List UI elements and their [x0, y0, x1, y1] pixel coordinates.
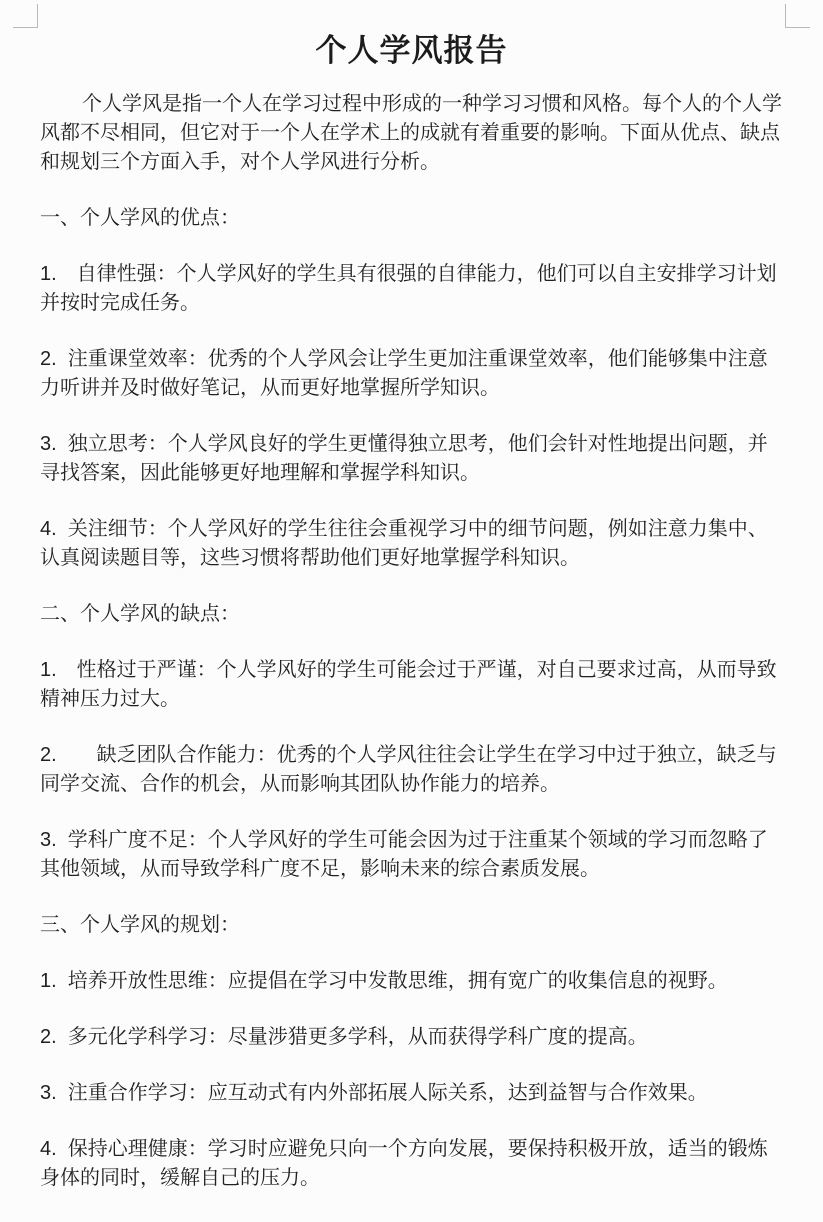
intro-paragraph: 个人学风是指一个人在学习过程中形成的一种学习习惯和风格。每个人的个人学风都不尽相同，但它对于一个人在学术上的成就有着重要的影响。下面从优点、缺点和规划三个方面入手，对个人学风进行分析。	[40, 93, 782, 173]
section-1-item-1: 1. 自律性强：个人学风好的学生具有很强的自律能力，他们可以自主安排学习计划并按时完成任务。	[40, 263, 777, 314]
section-2-heading: 二、个人学风的缺点：	[40, 603, 240, 625]
section-1-heading: 一、个人学风的优点：	[40, 207, 240, 229]
section-3-item-1: 1. 培养开放性思维：应提倡在学习中发散思维，拥有宽广的收集信息的视野。	[40, 970, 728, 992]
section-1-item-3: 3. 独立思考：个人学风良好的学生更懂得独立思考，他们会针对性地提出问题，并寻找答案，因此能够更好地理解和掌握学科知识。	[40, 433, 768, 484]
section-2-item-1: 1. 性格过于严谨：个人学风好的学生可能会过于严谨，对自己要求过高，从而导致精神压力过大。	[40, 659, 777, 710]
section-2-item-3: 3. 学科广度不足：个人学风好的学生可能会因为过于注重某个领域的学习而忽略了其他领域，从而导致学科广度不足，影响未来的综合素质发展。	[40, 829, 768, 880]
section-3-item-4: 4. 保持心理健康：学习时应避免只向一个方向发展，要保持积极开放，适当的锻炼身体的同时，缓解自己的压力。	[40, 1138, 768, 1189]
document-title: 个人学风报告	[315, 33, 508, 68]
section-2-item-2: 2. 缺乏团队合作能力：优秀的个人学风往往会让学生在学习中过于独立，缺乏与同学交流、合作的机会，从而影响其团队协作能力的培养。	[40, 744, 777, 795]
section-1-item-2: 2. 注重课堂效率：优秀的个人学风会让学生更加注重课堂效率，他们能够集中注意力听讲并及时做好笔记，从而更好地掌握所学知识。	[40, 348, 768, 399]
section-3-item-2: 2. 多元化学科学习：尽量涉猎更多学科，从而获得学科广度的提高。	[40, 1026, 648, 1048]
section-3-heading: 三、个人学风的规划：	[40, 914, 240, 936]
margin-crop-mark-top-right	[785, 4, 810, 28]
margin-crop-mark-top-left	[13, 4, 38, 28]
section-1-item-4: 4. 关注细节：个人学风好的学生往往会重视学习中的细节问题，例如注意力集中、认真阅读题目等，这些习惯将帮助他们更好地掌握学科知识。	[40, 518, 768, 569]
section-3-item-3: 3. 注重合作学习：应互动式有内外部拓展人际关系，达到益智与合作效果。	[40, 1082, 708, 1104]
